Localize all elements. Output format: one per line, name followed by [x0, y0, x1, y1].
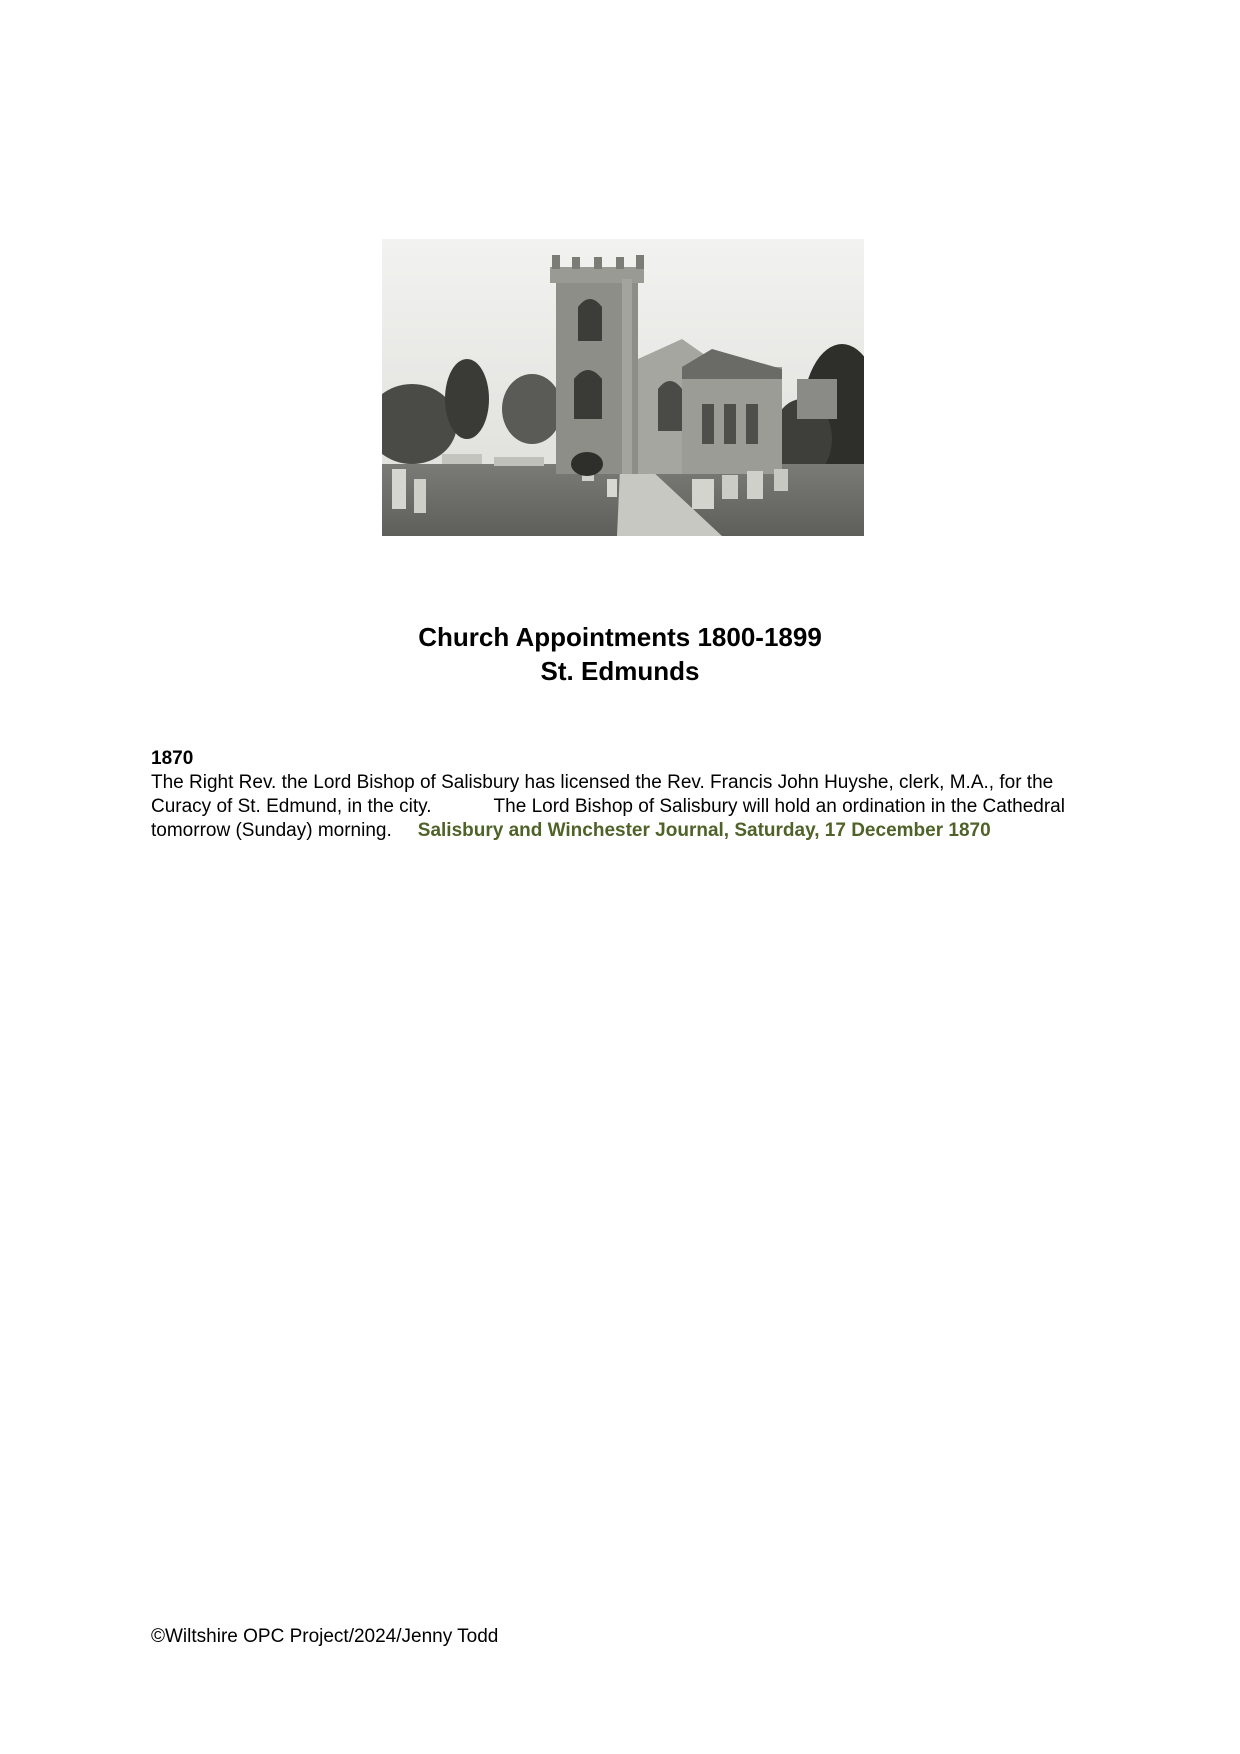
church-photograph [382, 239, 864, 536]
entry-text-part1: The Right Rev. the Lord Bishop of Salisbury has licensed the Rev. Francis John Huyshe, clerk, M.A., for the Curacy of St. Edmund, in the city. [151, 772, 1054, 817]
entry-source: Salisbury and Winchester Journal, Saturday, 17 December 1870 [417, 820, 991, 841]
copyright-footer: ©Wiltshire OPC Project/2024/Jenny Todd [151, 1626, 499, 1647]
entry-body [151, 771, 1101, 843]
page-title: Church Appointments 1800-1899 [418, 622, 822, 652]
appointment-entry [151, 747, 1101, 843]
entry-year: 1870 [151, 748, 194, 769]
entry-text-part2: The Lord Bishop of Salisbury will hold an ordination in the Cathedral tomorrow (Sunday) morning. [151, 796, 1065, 841]
page-subtitle: St. Edmunds [540, 656, 700, 686]
